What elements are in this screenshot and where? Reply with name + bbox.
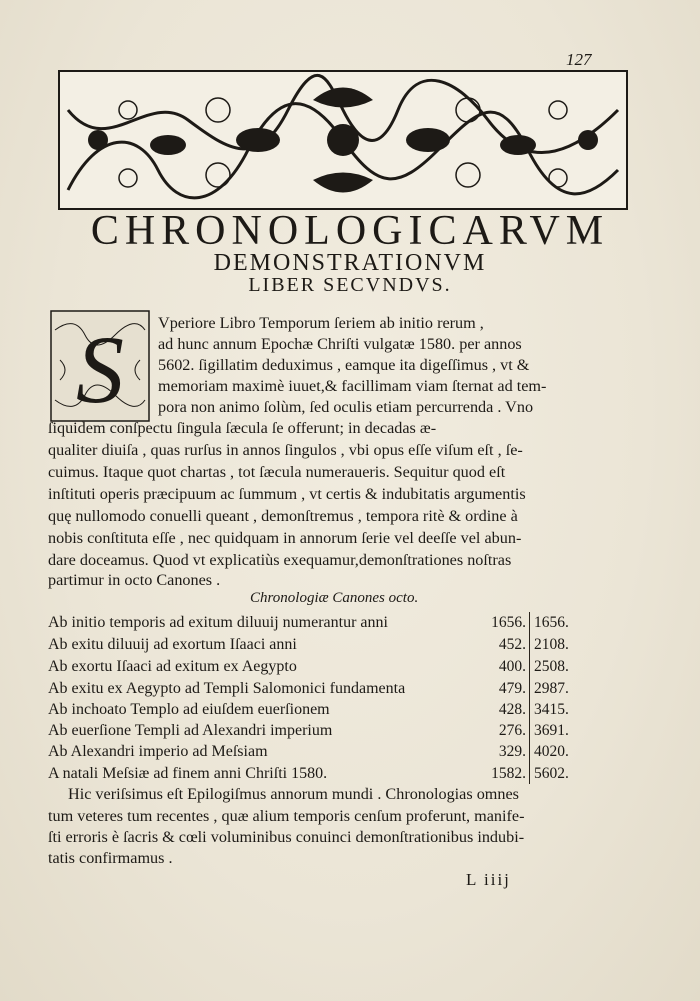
canon-years: 329. bbox=[498, 743, 526, 760]
intro-line: Vperiore Libro Temporum ſeriem ab initio rerum , bbox=[158, 314, 484, 332]
ornamental-headpiece bbox=[58, 70, 628, 210]
canon-years: 479. bbox=[498, 680, 526, 697]
closing-line: tatis confirmamus . bbox=[48, 849, 173, 867]
body-line: inſtituti operis præcipuum ac ſummum , vt certis & indubitatis argumentis bbox=[48, 485, 526, 503]
signature-mark: L iiij bbox=[466, 870, 511, 889]
decorated-initial bbox=[50, 310, 150, 422]
canon-cumulative: 2987. bbox=[534, 680, 569, 697]
body-line: qualiter diuiſa , quas rurſus in annos ſingulos , vbi opus eſſe viſum eſt , ſe- bbox=[48, 441, 523, 459]
book-number: LIBER SECVNDVS. bbox=[248, 274, 452, 296]
closing-line: Hic veriſsimus eſt Epilogiſmus annorum mundi . Chronologias omnes bbox=[68, 785, 519, 803]
canon-cumulative: 1656. bbox=[534, 614, 569, 631]
intro-line: 5602. ſigillatim deduximus , eamque ita digeſſimus , vt & bbox=[158, 356, 530, 374]
body-line: dare doceamus. Quod vt explicatiùs exequamur,demonſtrationes noſtras bbox=[48, 551, 512, 569]
canon-label: Ab exortu Iſaaci ad exitum ex Aegypto bbox=[48, 658, 297, 675]
canon-cumulative: 2508. bbox=[534, 658, 569, 675]
canon-years: 452. bbox=[498, 636, 526, 653]
body-line: cuimus. Itaque quot chartas , tot ſæcula numeraueris. Sequitur quod eſt bbox=[48, 463, 506, 481]
initial-letter: S bbox=[76, 316, 124, 422]
canon-years: 276. bbox=[498, 722, 526, 739]
intro-line: ad hunc annum Epochæ Chriſti vulgatæ 1580. per annos bbox=[158, 335, 522, 353]
closing-line: tum veteres tum recentes , quæ alium temporis cenſum proferunt, manife- bbox=[48, 807, 525, 825]
canon-label: Ab exitu diluuij ad exortum Iſaaci anni bbox=[48, 636, 297, 653]
canon-label: Ab initio temporis ad exitum diluuij numerantur anni bbox=[48, 614, 388, 631]
canon-cumulative: 2108. bbox=[534, 636, 569, 653]
intro-line: memoriam maximè iuuet,& facillimam viam ſternat ad tem- bbox=[158, 377, 547, 395]
page-number: 127 bbox=[566, 50, 592, 69]
canon-years: 428. bbox=[498, 701, 526, 718]
body-line: ſiquidem conſpectu ſingula ſæcula ſe offerunt; in decadas æ- bbox=[48, 419, 437, 437]
subtitle: DEMONSTRATIONVM bbox=[213, 250, 487, 276]
body-line: partimur in octo Canones . bbox=[48, 571, 221, 589]
intro-line: pora non animo ſolùm, ſed oculis etiam percurrenda . Vno bbox=[158, 398, 534, 416]
canon-years: 1656. bbox=[491, 614, 526, 631]
canon-years: 400. bbox=[498, 658, 526, 675]
canon-label: Ab exitu ex Aegypto ad Templi Salomonici fundamenta bbox=[48, 680, 406, 697]
canon-label: Ab Alexandri imperio ad Meſsiam bbox=[48, 743, 268, 760]
canon-cumulative: 3691. bbox=[534, 722, 569, 739]
canon-years: 1582. bbox=[491, 765, 526, 782]
book-title: CHRONOLOGICARVM bbox=[90, 208, 610, 254]
canon-label: A natali Meſsiæ ad finem anni Chriſti 1580. bbox=[48, 765, 328, 782]
body-line: nobis conſtituta eſſe , nec quidquam in annorum ſerie vel deeſſe vel abun- bbox=[48, 529, 522, 547]
body-line: quę nullomodo conuelli queant , demonſtremus , tempora ritè & ordine à bbox=[48, 507, 518, 525]
canon-cumulative: 4020. bbox=[534, 743, 569, 760]
closing-line: ſti erroris è ſacris & cœli voluminibus conuinci demonſtrationibus indubi- bbox=[48, 828, 525, 846]
table-divider bbox=[529, 612, 530, 784]
canon-cumulative: 3415. bbox=[534, 701, 569, 718]
canon-cumulative: 5602. bbox=[534, 765, 569, 782]
canon-label: Ab inchoato Templo ad eiuſdem euerſionem bbox=[48, 701, 330, 718]
canon-heading: Chronologiæ Canones octo. bbox=[250, 590, 419, 606]
canon-label: Ab euerſione Templi ad Alexandri imperium bbox=[48, 722, 333, 739]
